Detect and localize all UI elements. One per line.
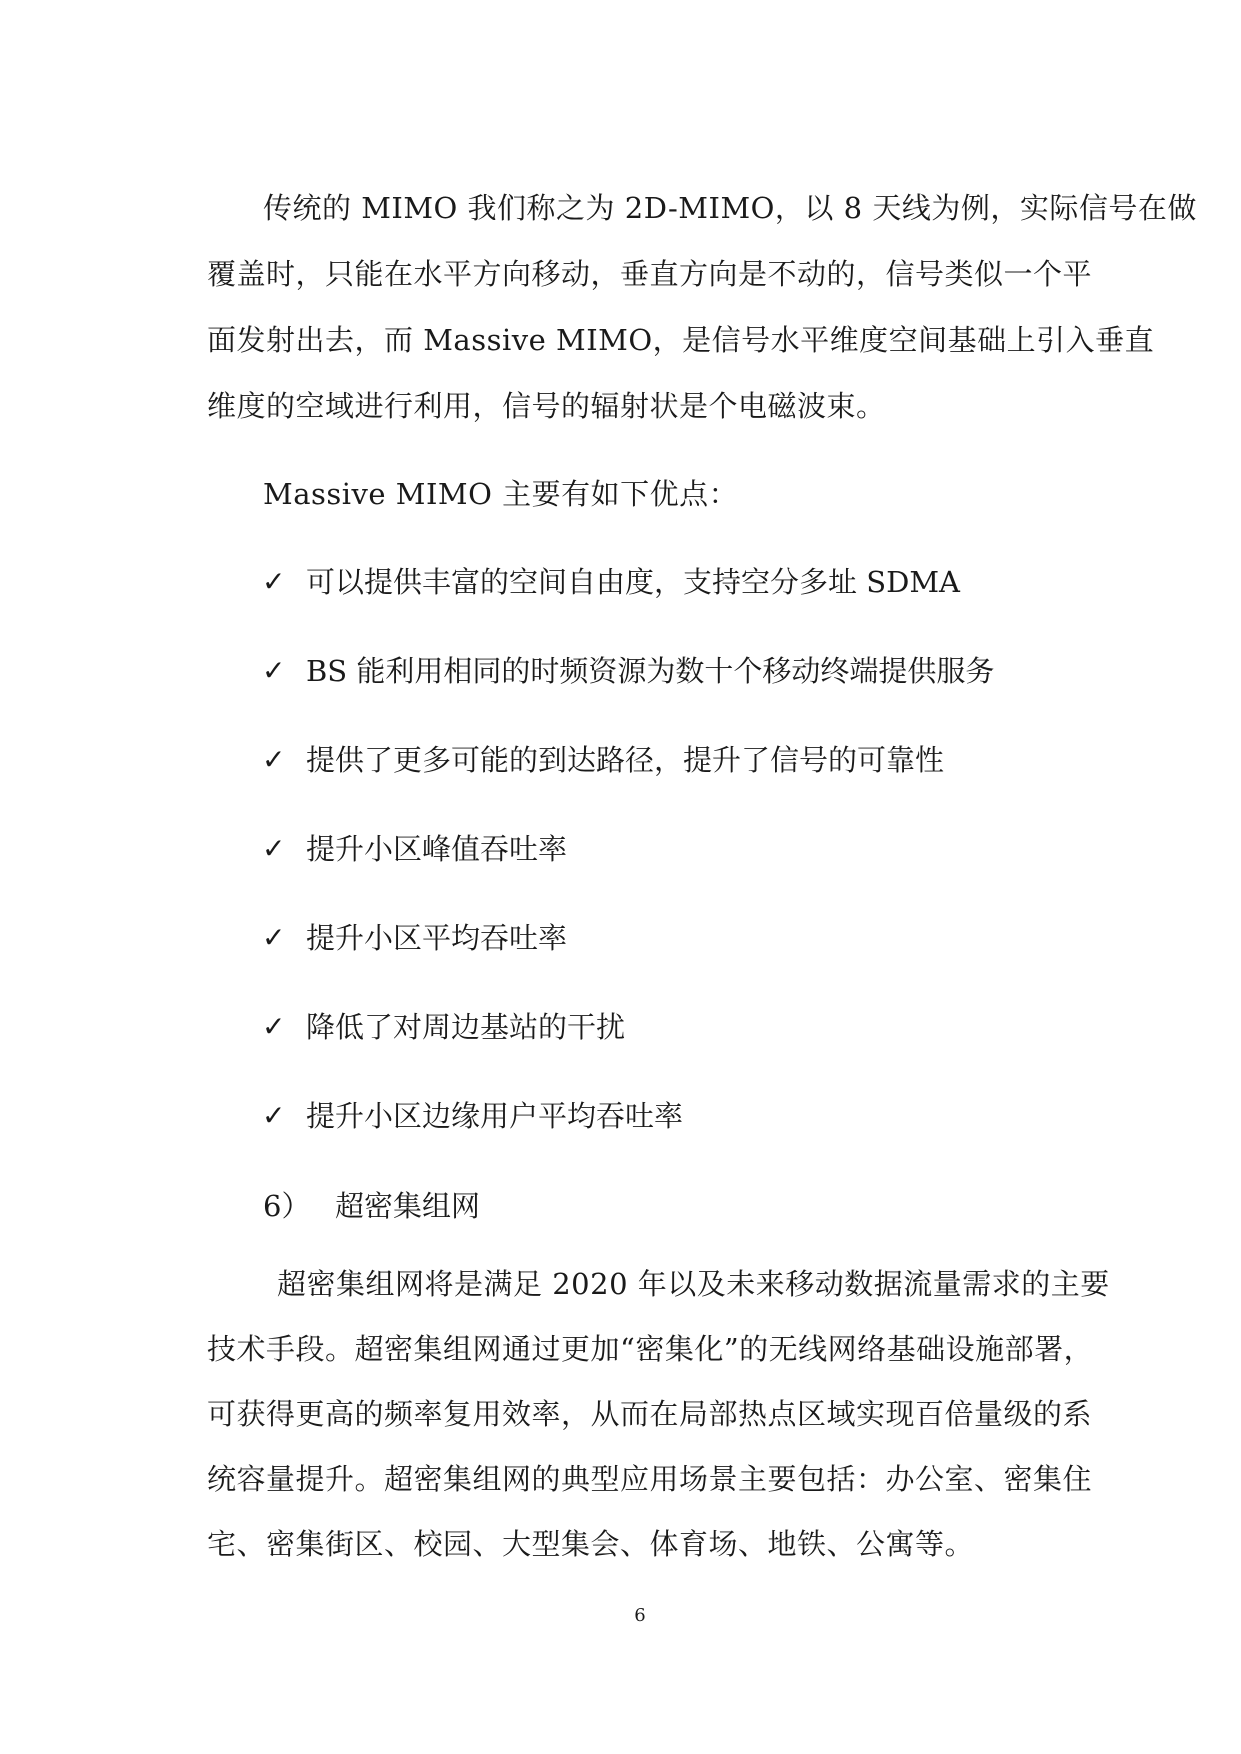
section-title: 超密集组网 xyxy=(335,1189,481,1223)
paragraph-2-line-2: 技术手段。超密集组网通过更加“密集化”的无线网络基础设施部署， xyxy=(207,1332,1094,1366)
check-icon: ✓ xyxy=(262,1010,286,1043)
paragraph-2-line-5: 宅、密集街区、校园、大型集会、体育场、地铁、公寓等。 xyxy=(207,1527,975,1561)
check-icon: ✓ xyxy=(262,743,286,776)
advantage-text: 降低了对周边基站的干扰 xyxy=(306,1010,626,1044)
check-icon: ✓ xyxy=(262,654,286,687)
advantages-intro: Massive MIMO 主要有如下优点： xyxy=(263,477,739,511)
advantage-text: BS 能利用相同的时频资源为数十个移动终端提供服务 xyxy=(306,654,995,688)
advantage-text: 提升小区边缘用户平均吞吐率 xyxy=(306,1099,684,1133)
advantage-item xyxy=(262,562,960,602)
paragraph-2-line-4: 统容量提升。超密集组网的典型应用场景主要包括：办公室、密集住 xyxy=(207,1462,1093,1496)
advantage-text: 提供了更多可能的到达路径，提升了信号的可靠性 xyxy=(306,743,945,777)
paragraph-2-line-1: 超密集组网将是满足 2020 年以及未来移动数据流量需求的主要 xyxy=(277,1267,1110,1301)
paragraph-2-line-3: 可获得更高的频率复用效率，从而在局部热点区域实现百倍量级的系 xyxy=(207,1397,1093,1431)
paragraph-1-line-2: 覆盖时，只能在水平方向移动，垂直方向是不动的，信号类似一个平 xyxy=(207,257,1093,291)
advantage-item xyxy=(262,918,567,958)
advantage-item xyxy=(262,651,994,691)
section-heading xyxy=(263,1186,480,1226)
advantage-item xyxy=(262,1007,625,1047)
paragraph-1-line-3: 面发射出去，而 Massive MIMO，是信号水平维度空间基础上引入垂直 xyxy=(207,323,1155,357)
check-icon: ✓ xyxy=(262,565,286,598)
check-icon: ✓ xyxy=(262,921,286,954)
section-number: 6） xyxy=(263,1189,311,1223)
advantage-text: 提升小区平均吞吐率 xyxy=(306,921,568,955)
paragraph-1-line-4: 维度的空域进行利用，信号的辐射状是个电磁波束。 xyxy=(207,389,886,423)
page-number: 6 xyxy=(634,1605,646,1626)
check-icon: ✓ xyxy=(262,832,286,865)
advantage-text: 提升小区峰值吞吐率 xyxy=(306,832,568,866)
advantage-item xyxy=(262,1096,683,1136)
advantage-item xyxy=(262,740,944,780)
advantage-item xyxy=(262,829,567,869)
paragraph-1-line-1: 传统的 MIMO 我们称之为 2D-MIMO，以 8 天线为例，实际信号在做 xyxy=(263,191,1197,225)
check-icon: ✓ xyxy=(262,1099,286,1132)
advantage-text: 可以提供丰富的空间自由度，支持空分多址 SDMA xyxy=(306,565,960,599)
